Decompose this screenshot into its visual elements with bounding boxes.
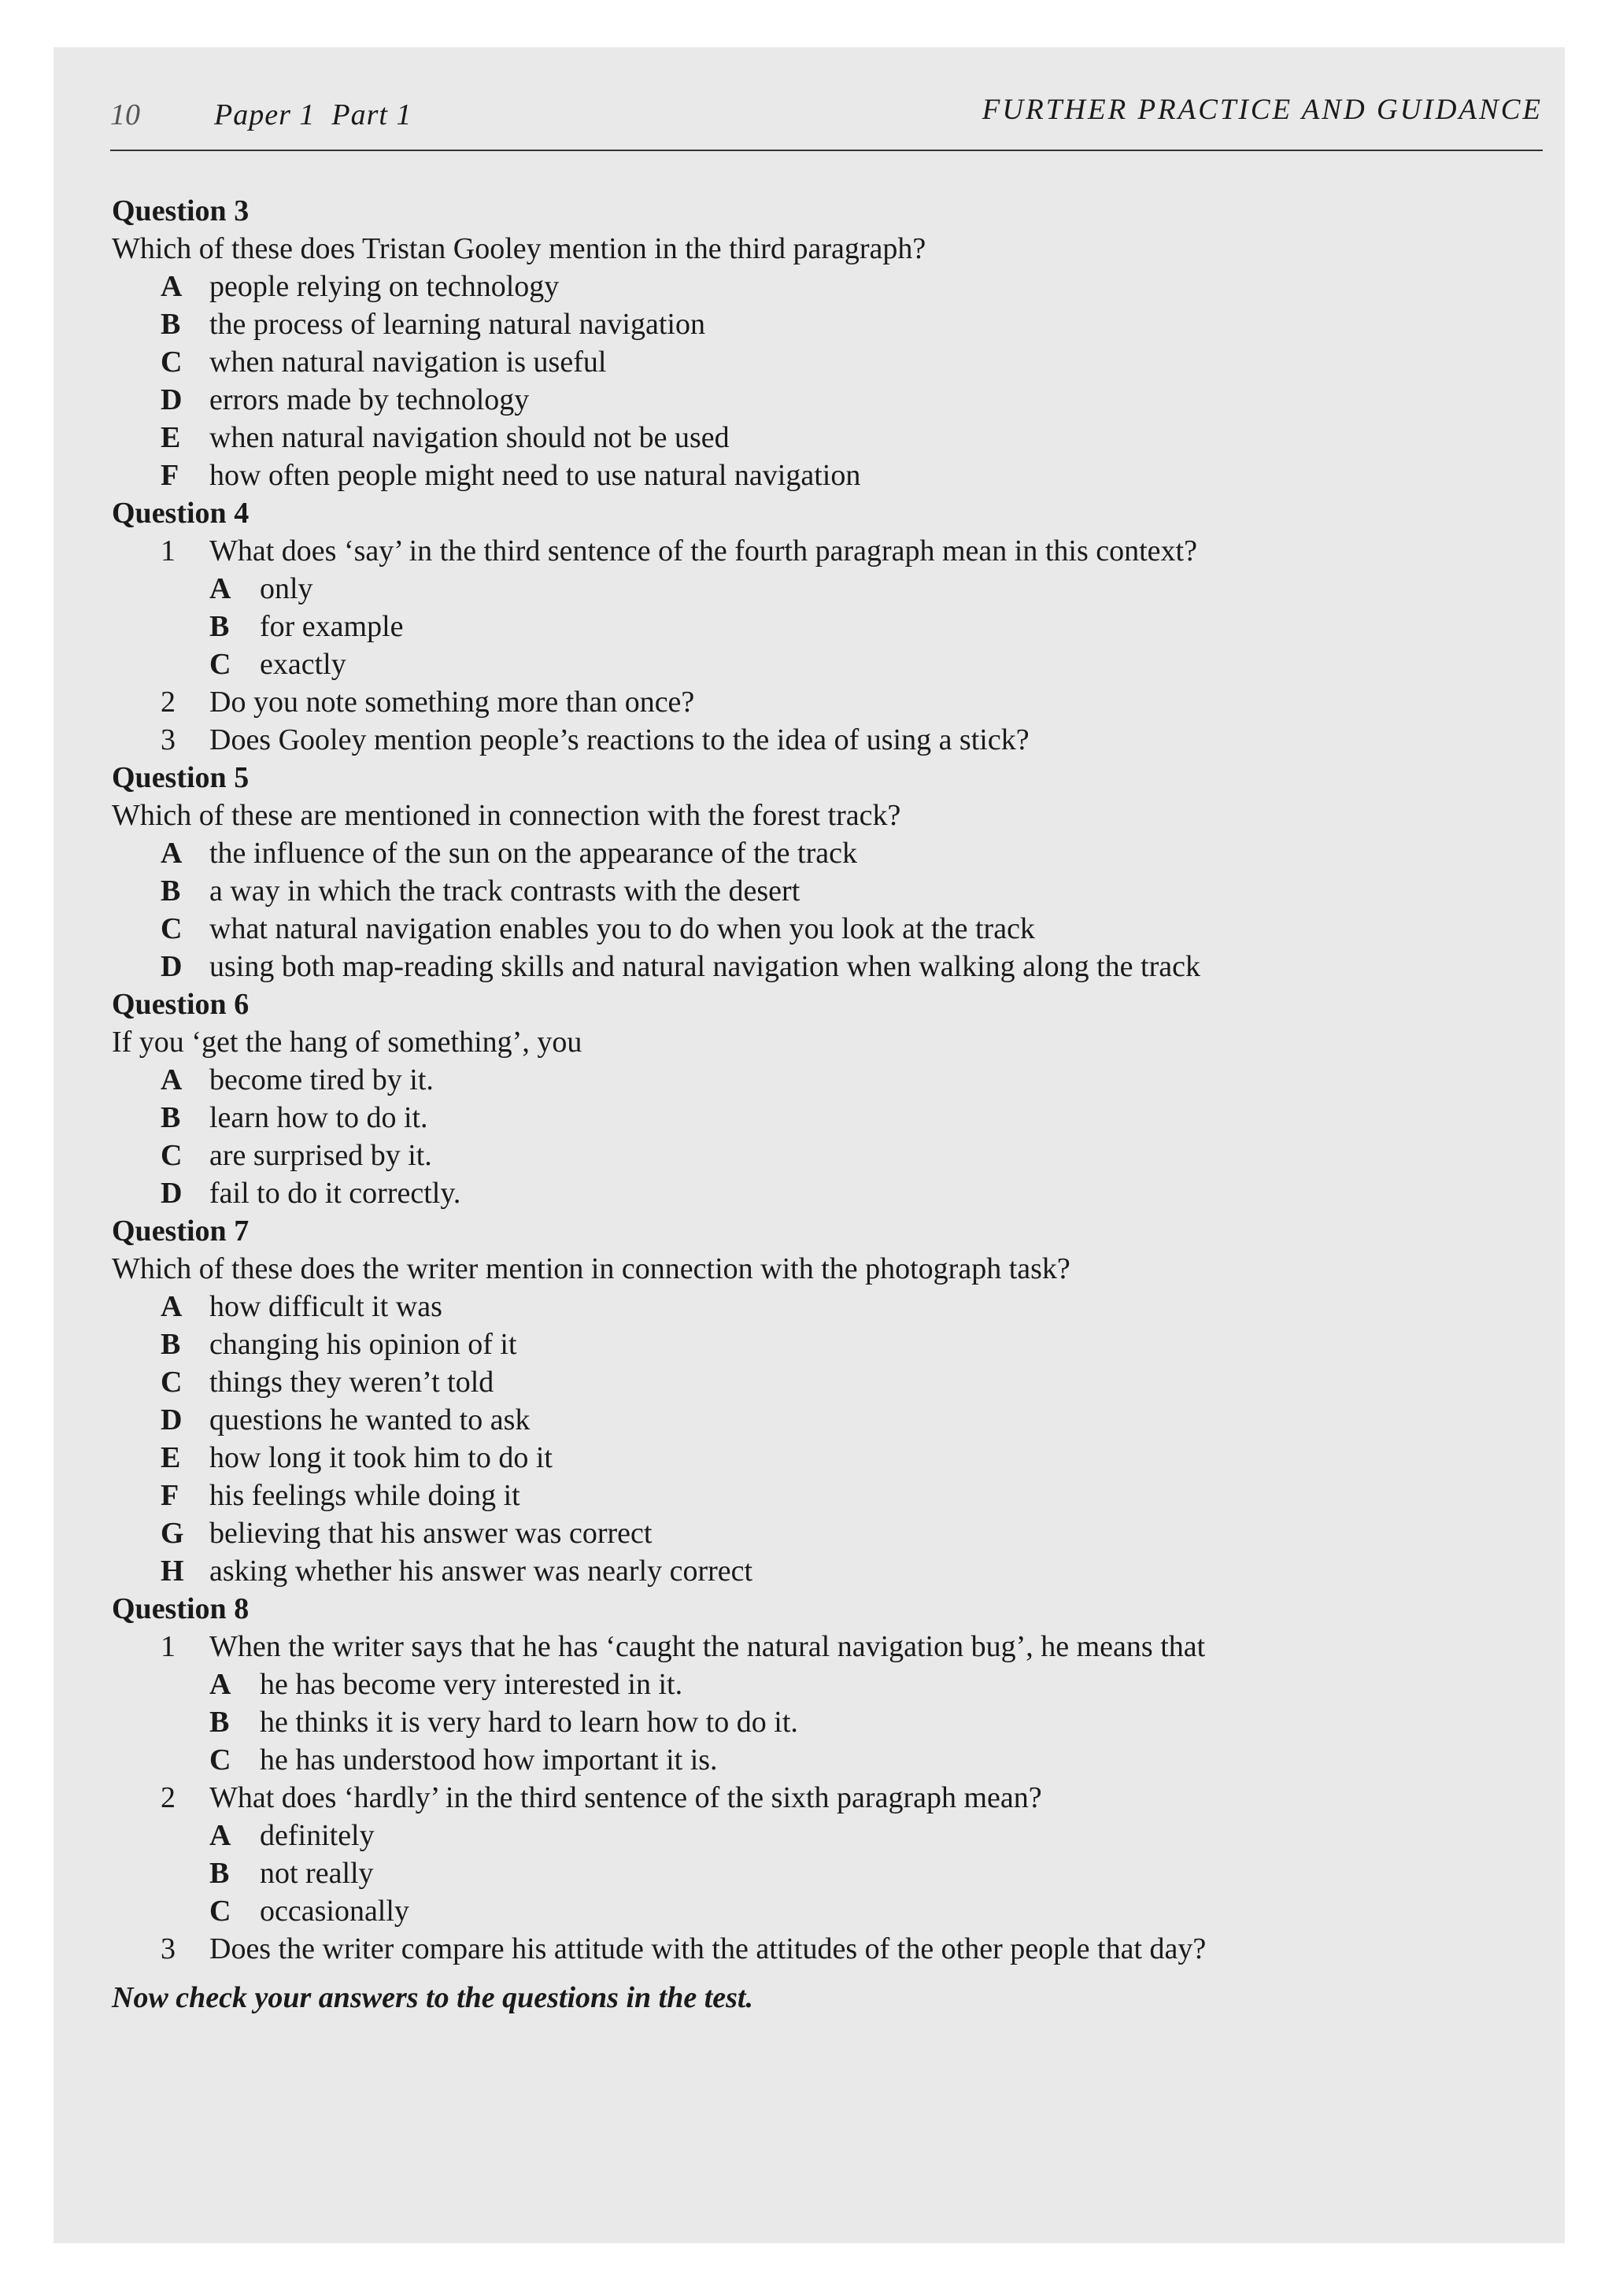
- sub-question-text: Does Gooley mention people’s reactions to the idea of using a stick?: [209, 723, 1030, 756]
- answer-option: [112, 1401, 1529, 1439]
- option-text: learn how to do it.: [209, 1101, 428, 1134]
- answer-option: [112, 1099, 1529, 1137]
- option-text: he has become very interested in it.: [260, 1668, 683, 1701]
- question-title: Question 8: [112, 1592, 250, 1625]
- question-title: Question 5: [112, 761, 250, 794]
- option-letter: B: [161, 1328, 181, 1361]
- sub-question-list: [112, 1628, 1529, 1968]
- question-title: Question 6: [112, 988, 250, 1021]
- page-header: [110, 93, 1543, 151]
- question-prompt: Which of these does Tristan Gooley mention in the third paragraph?: [112, 232, 926, 265]
- question-title: Question 7: [112, 1215, 250, 1248]
- answer-option: [112, 305, 1529, 343]
- option-letter: H: [161, 1555, 184, 1588]
- sub-question: [112, 1779, 1529, 1930]
- option-letter: C: [209, 648, 231, 681]
- answer-option: [112, 381, 1529, 419]
- answer-option: [112, 1477, 1529, 1514]
- option-text: not really: [260, 1857, 374, 1890]
- option-letter: A: [161, 837, 183, 870]
- option-list: [112, 834, 1529, 985]
- question-7: [112, 1212, 1529, 1590]
- question-3: [112, 192, 1529, 494]
- option-text: how long it took him to do it: [209, 1441, 553, 1474]
- answer-option: [209, 1703, 1529, 1741]
- option-letter: B: [161, 874, 181, 908]
- sub-question-body: [209, 1628, 1529, 1779]
- sub-question-number: 2: [161, 1781, 176, 1814]
- answer-option: [209, 1892, 1529, 1930]
- sub-question-list: [112, 532, 1529, 759]
- answer-option: [112, 268, 1529, 305]
- option-letter: C: [161, 346, 183, 379]
- option-text: occasionally: [260, 1895, 409, 1928]
- answer-option: [209, 645, 1529, 683]
- option-list: [112, 268, 1529, 494]
- option-letter: D: [161, 1177, 183, 1210]
- answer-option: [209, 608, 1529, 645]
- question-prompt: If you ‘get the hang of something’, you: [112, 1026, 582, 1059]
- question-5: [112, 759, 1529, 985]
- sub-question-text: Does the writer compare his attitude with the attitudes of the other people that day?: [209, 1932, 1207, 1965]
- answer-option: [112, 1288, 1529, 1325]
- answer-option: [112, 1439, 1529, 1477]
- sub-question: [112, 683, 1529, 721]
- option-letter: D: [161, 1403, 183, 1436]
- option-letter: D: [161, 383, 183, 416]
- sub-question-text: What does ‘say’ in the third sentence of the fourth paragraph mean in this context?: [209, 534, 1197, 568]
- option-text: are surprised by it.: [209, 1139, 432, 1172]
- option-text: fail to do it correctly.: [209, 1177, 461, 1210]
- option-text: he has understood how important it is.: [260, 1743, 718, 1777]
- answer-option: [209, 1854, 1529, 1892]
- option-list: [112, 1288, 1529, 1590]
- option-text: using both map-reading skills and natural navigation when walking along the track: [209, 950, 1200, 983]
- option-text: when natural navigation should not be used: [209, 421, 730, 454]
- answer-option: [112, 872, 1529, 910]
- option-letter: B: [161, 1101, 181, 1134]
- answer-option: [209, 1817, 1529, 1854]
- sub-question-text: What does ‘hardly’ in the third sentence of the sixth paragraph mean?: [209, 1781, 1042, 1814]
- answer-option: [209, 570, 1529, 608]
- section-title: FURTHER PRACTICE AND GUIDANCE: [982, 94, 1543, 126]
- option-text: only: [260, 572, 313, 605]
- question-title: Question 4: [112, 497, 250, 530]
- option-text: how often people might need to use natural navigation: [209, 459, 861, 492]
- option-text: a way in which the track contrasts with the desert: [209, 874, 800, 908]
- option-letter: E: [161, 421, 181, 454]
- sub-question: [112, 1628, 1529, 1779]
- answer-option: [112, 457, 1529, 494]
- sub-question-text: Do you note something more than once?: [209, 686, 695, 719]
- option-text: his feelings while doing it: [209, 1479, 520, 1512]
- option-text: changing his opinion of it: [209, 1328, 517, 1361]
- sub-question: [112, 1930, 1529, 1968]
- option-text: what natural navigation enables you to do when you look at the track: [209, 912, 1035, 945]
- question-4: [112, 494, 1529, 759]
- option-letter: B: [209, 1857, 230, 1890]
- option-text: the influence of the sun on the appearance of the track: [209, 837, 857, 870]
- option-letter: A: [161, 270, 183, 303]
- option-text: things they weren’t told: [209, 1366, 494, 1399]
- answer-option: [112, 910, 1529, 948]
- option-letter: A: [209, 572, 231, 605]
- option-letter: G: [161, 1517, 184, 1550]
- option-letter: A: [161, 1063, 183, 1096]
- option-text: for example: [260, 610, 404, 643]
- answer-option: [112, 948, 1529, 985]
- sub-question: [112, 721, 1529, 759]
- answer-option: [112, 1174, 1529, 1212]
- option-text: asking whether his answer was nearly correct: [209, 1555, 753, 1588]
- answer-option: [112, 343, 1529, 381]
- option-letter: C: [209, 1895, 231, 1928]
- sub-question-body: [209, 1930, 1529, 1968]
- option-letter: B: [161, 308, 181, 341]
- sub-question-text: When the writer says that he has ‘caught the natural navigation bug’, he means that: [209, 1630, 1206, 1663]
- sub-question-number: 1: [161, 534, 176, 568]
- option-letter: A: [161, 1290, 183, 1323]
- question-prompt: Which of these does the writer mention in connection with the photograph task?: [112, 1252, 1070, 1285]
- answer-option: [112, 1061, 1529, 1099]
- option-text: questions he wanted to ask: [209, 1403, 531, 1436]
- page-number: 10: [110, 98, 140, 131]
- option-letter: D: [161, 950, 183, 983]
- option-letter: C: [161, 912, 183, 945]
- option-text: when natural navigation is useful: [209, 346, 607, 379]
- answer-option: [112, 1325, 1529, 1363]
- sub-question-number: 2: [161, 686, 176, 719]
- option-letter: B: [209, 610, 230, 643]
- sub-question-number: 3: [161, 723, 176, 756]
- option-letter: C: [209, 1743, 231, 1777]
- option-text: errors made by technology: [209, 383, 530, 416]
- option-text: exactly: [260, 648, 346, 681]
- answer-option: [112, 834, 1529, 872]
- sub-question-body: [209, 683, 1529, 721]
- option-text: how difficult it was: [209, 1290, 442, 1323]
- answer-option: [112, 1363, 1529, 1401]
- option-text: become tired by it.: [209, 1063, 434, 1096]
- sub-question-number: 1: [161, 1630, 176, 1663]
- sub-question-body: [209, 1779, 1529, 1930]
- option-letter: E: [161, 1441, 181, 1474]
- check-answers-note: Now check your answers to the questions in the test.: [112, 1981, 753, 2014]
- option-letter: A: [209, 1668, 231, 1701]
- questions-content: [112, 192, 1529, 2017]
- sub-question-number: 3: [161, 1932, 176, 1965]
- sub-question: [112, 532, 1529, 683]
- option-text: the process of learning natural navigation: [209, 308, 705, 341]
- sub-question-body: [209, 721, 1529, 759]
- option-letter: B: [209, 1706, 230, 1739]
- option-letter: F: [161, 459, 179, 492]
- option-letter: A: [209, 1819, 231, 1852]
- answer-option: [112, 1552, 1529, 1590]
- answer-option: [209, 1741, 1529, 1779]
- question-6: [112, 985, 1529, 1212]
- answer-option: [112, 1514, 1529, 1552]
- option-text: believing that his answer was correct: [209, 1517, 653, 1550]
- answer-option: [209, 1666, 1529, 1703]
- question-title: Question 3: [112, 194, 250, 227]
- question-8: [112, 1590, 1529, 1968]
- option-list: [112, 1061, 1529, 1212]
- option-text: people relying on technology: [209, 270, 560, 303]
- paper-part-label: Paper 1 Part 1: [214, 98, 412, 131]
- option-letter: F: [161, 1479, 179, 1512]
- option-text: definitely: [260, 1819, 375, 1852]
- option-letter: C: [161, 1139, 183, 1172]
- answer-option: [112, 1137, 1529, 1174]
- option-text: he thinks it is very hard to learn how to do it.: [260, 1706, 798, 1739]
- question-prompt: Which of these are mentioned in connection with the forest track?: [112, 799, 901, 832]
- option-letter: C: [161, 1366, 183, 1399]
- answer-option: [112, 419, 1529, 457]
- sub-question-body: [209, 532, 1529, 683]
